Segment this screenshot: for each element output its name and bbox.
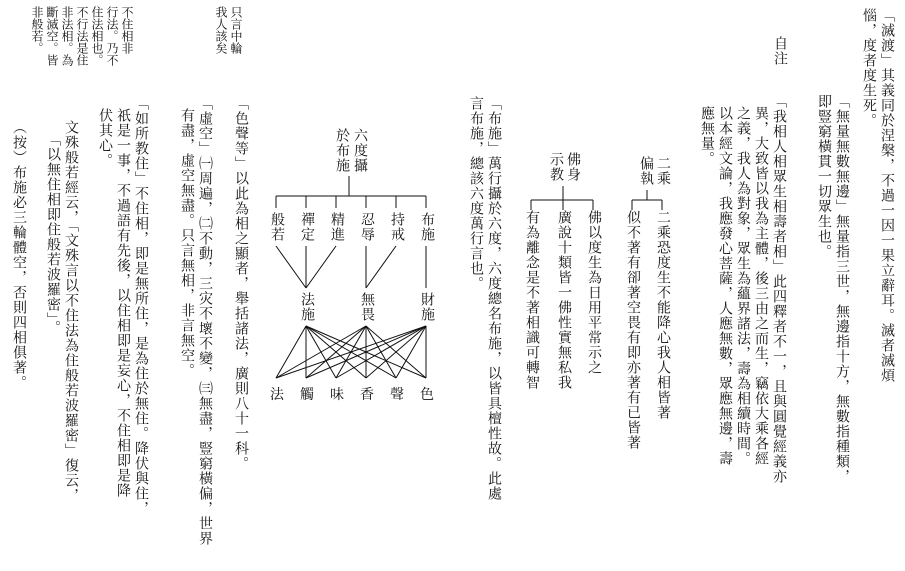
text-column: 惱，度者度生死。: [861, 8, 877, 128]
diagram-leaf: 味: [330, 387, 344, 403]
text-column: 異，大致皆以我為主體，後三由之而生，竊依大乘各經: [753, 106, 769, 466]
diagram-leaf: 色: [420, 387, 434, 403]
text-column: 文殊般若經云，「文殊言以不住法為住般若波羅密」復云，: [63, 120, 79, 503]
diagram-branch: 佛以度生為日用平常示之: [586, 210, 602, 375]
diagram-node: 法施: [299, 292, 315, 322]
text-column: 即豎窮橫貫一切眾生也。: [816, 94, 832, 259]
diagram-leaf: 聲: [390, 387, 404, 403]
text-column: 「滅渡」其義同於涅槃，不過一因一果立辭耳。滅者滅煩: [879, 8, 895, 383]
text-column: 「如所教住」不住相，即是無所住，是為住於無住。降伏與住，: [133, 96, 149, 516]
diagram-branch: 似不著有卻著空畏有即亦著有已皆著: [625, 210, 641, 450]
diagram-node: 忍辱: [359, 212, 375, 242]
text-column: 「虛空」㈠周遍，㈡不動，三灾不壞不變，㈢無盡，豎窮橫偏，世界: [197, 96, 213, 546]
text-column: 「布施」萬行攝於六度，六度總名布施，以皆具檀性故。此處: [486, 96, 502, 501]
margin-note: 非法相。為: [60, 6, 74, 66]
diagram-label: 示教: [548, 152, 564, 182]
text-column: 之義，我人為對象，眾生為蘊界諸法，壽為相續時間。: [735, 106, 751, 466]
diagram-label: 二乘: [655, 156, 671, 186]
diagram-node: 持戒: [389, 212, 405, 242]
text-column: 伏其心。: [97, 108, 113, 168]
diagram-node: 無畏: [359, 292, 375, 322]
text-column: 應無量。: [699, 106, 715, 166]
text-column: 「以無住相即住般若波羅密」。: [45, 132, 61, 335]
diagram-branch: 廣說十類皆一佛性實無私我: [556, 210, 572, 390]
diagram-node: 禪定: [299, 212, 315, 242]
diagram-node: 財施: [419, 292, 435, 322]
text-column: 「色聲等」以此為相之顯者，舉括諸法，廣則八十一科。: [233, 96, 249, 471]
margin-note: 我人該矣: [214, 6, 228, 54]
diagram-leaf: 觸: [300, 387, 314, 403]
diagram-leaf: 法: [270, 387, 284, 403]
margin-note: 非般若。: [30, 6, 44, 54]
diagram-label: 偏執: [638, 156, 654, 186]
margin-note: 行法。乃不: [105, 6, 119, 66]
diagram-leaf: 香: [360, 387, 374, 403]
text-column: 言布施，總該六度萬行言也。: [468, 96, 484, 291]
text-column: 「無量無數無邊」無量指三世，無邊指十方，無數指種類，: [834, 94, 850, 484]
diagram-node: 布施: [419, 212, 435, 242]
diagram-node: 般若: [269, 212, 285, 242]
margin-note: 不行法是住: [75, 6, 89, 66]
margin-note: 只言中輪: [229, 6, 243, 54]
text-column: （按）布施必三輪體空，否則四相俱著。: [11, 120, 27, 390]
text-column: 祇是一事，不過語有先後，以住相即是妄心，不住相即是降: [115, 108, 131, 498]
text-column: 有盡，虛空無盡。只言無相，非言無空。: [179, 108, 195, 378]
margin-note: 住法相也。: [90, 6, 104, 66]
diagram-branch: 二乘恐度生不能降心我人相皆著: [655, 210, 671, 420]
diagram-label: 於布施: [334, 128, 350, 173]
margin-note: 不住相非: [120, 6, 134, 54]
section-heading-zizhu: 自注: [772, 36, 788, 66]
diagram-node: 精進: [329, 212, 345, 242]
diagram-label: 佛身: [565, 152, 581, 182]
diagram-branch: 有為離念是不著相識可轉智: [524, 210, 540, 390]
diagram-label: 六度攝: [352, 128, 368, 173]
text-column: 以本經文論，我應發心菩薩，人應無數，眾應無邊，壽: [717, 106, 733, 466]
text-column: 「我相人相眾生相壽者相」此四釋者不一，且與圓覺經義亦: [771, 94, 787, 484]
margin-note: 斷滅空。皆: [45, 6, 59, 66]
